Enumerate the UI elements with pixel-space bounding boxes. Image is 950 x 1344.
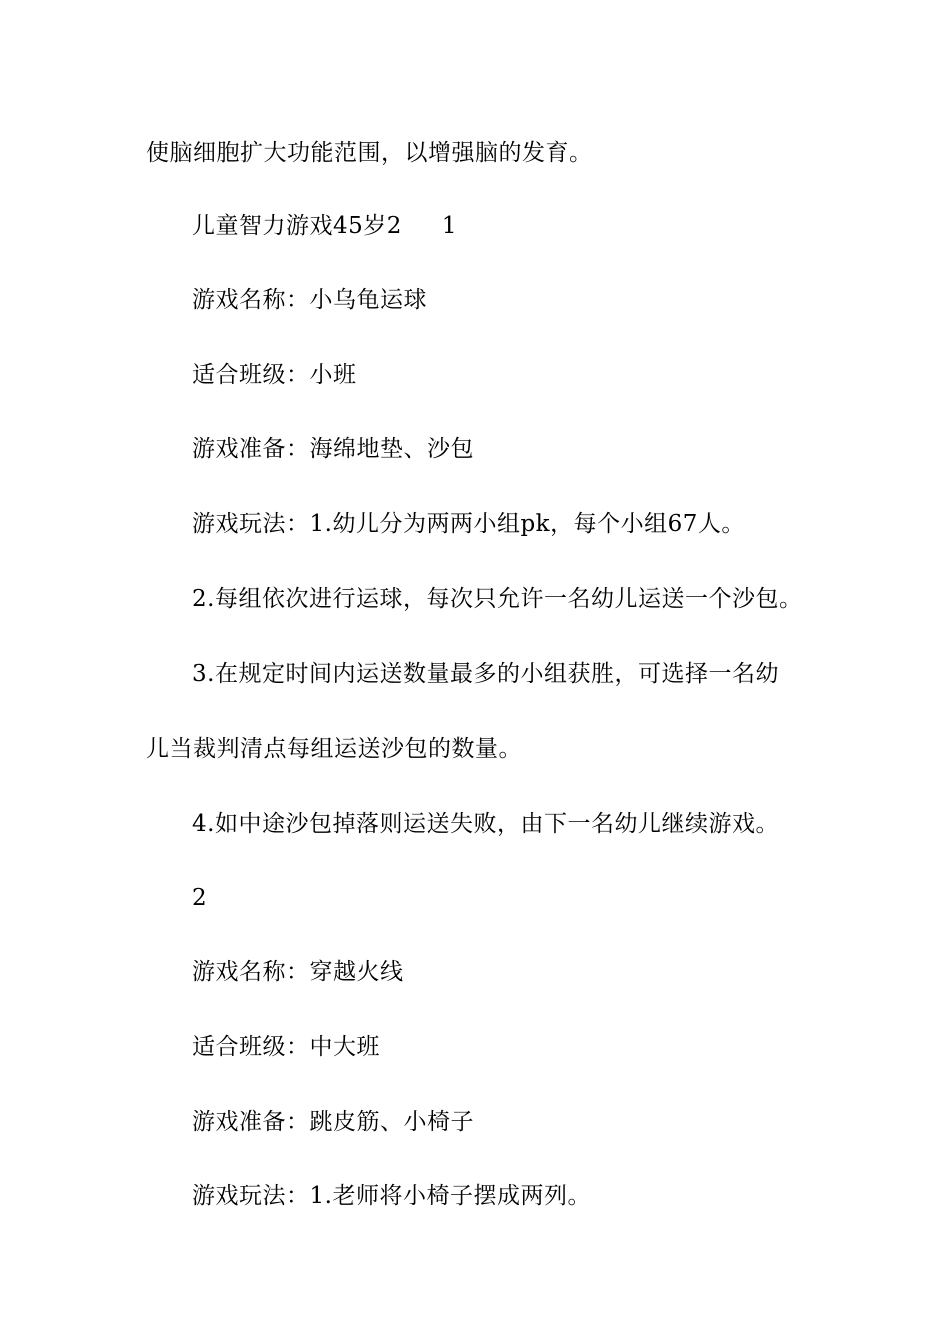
rules-line: 2.每组依次进行运球，每次只允许一名幼儿运送一个沙包。 [192,586,803,612]
rules-line: 游戏玩法：1.幼儿分为两两小组pk，每个小组67人。 [192,511,745,537]
preparation-line: 游戏准备：跳皮筋、小椅子 [192,1109,474,1135]
game-name-line: 游戏名称：穿越火线 [192,959,404,985]
section-number: 2 [192,885,208,911]
rules-line: 3.在规定时间内运送数量最多的小组获胜，可选择一名幼 [192,661,779,687]
rules-line: 儿当裁判清点每组运送沙包的数量。 [146,736,522,762]
section-heading [192,211,457,241]
class-level-line: 适合班级：小班 [192,362,357,388]
class-level-line: 适合班级：中大班 [192,1034,380,1060]
game-name-line: 游戏名称：小乌龟运球 [192,287,427,313]
rules-line: 游戏玩法：1.老师将小椅子摆成两列。 [192,1183,591,1209]
section-title: 儿童智力游戏45岁2 [192,213,402,239]
rules-line: 4.如中途沙包掉落则运送失败，由下一名幼儿继续游戏。 [192,811,779,837]
section-number: 1 [441,213,458,239]
preparation-line: 游戏准备：海绵地垫、沙包 [192,436,474,462]
paragraph-line: 使脑细胞扩大功能范围，以增强脑的发育。 [146,140,593,166]
